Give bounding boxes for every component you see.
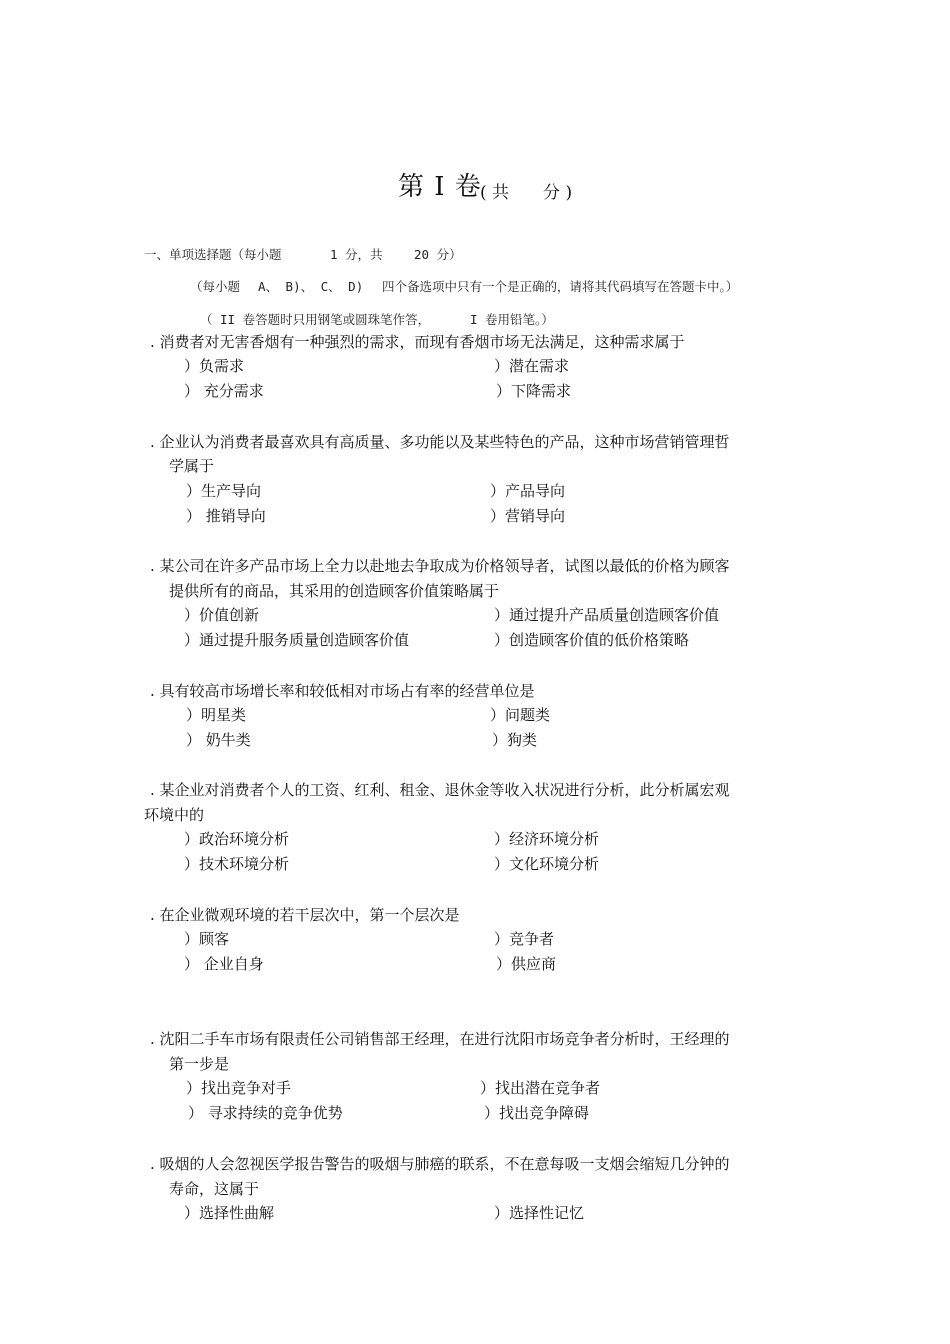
option-b: ）产品导向 xyxy=(490,482,566,500)
instruction-line1-part3: 20 分） xyxy=(414,247,462,262)
option-b: ）问题类 xyxy=(490,706,551,724)
option-b: ）找出潜在竞争者 xyxy=(480,1079,601,1097)
page-subtitle: ( 共 分 ) xyxy=(480,183,573,203)
option-a: ）选择性曲解 xyxy=(184,1204,275,1222)
option-c: ）通过提升服务质量创造顾客价值 xyxy=(184,631,410,649)
option-b: ）选择性记忆 xyxy=(494,1204,585,1222)
option-d: ）文化环境分析 xyxy=(494,855,600,873)
option-d: ）供应商 xyxy=(496,955,557,973)
instruction-line3-part2: I 卷用铅笔。） xyxy=(470,312,554,327)
question-stem: . 企业认为消费者最喜欢具有高质量、多功能以及某些特色的产品，这种市场营销管理哲 xyxy=(150,433,730,451)
question-stem-continued: 提供所有的商品，其采用的创造顾客价值策略属于 xyxy=(169,582,500,600)
option-d: ）狗类 xyxy=(492,731,538,749)
option-a: ）找出竞争对手 xyxy=(186,1079,292,1097)
instruction-line1-part1: 一、单项选择题（每小题 xyxy=(144,247,282,262)
option-a: ）负需求 xyxy=(184,357,245,375)
question-stem: . 吸烟的人会忽视医学报告警告的吸烟与肺癌的联系，不在意每吸一支烟会缩短几分钟的 xyxy=(150,1155,730,1173)
option-b: ）经济环境分析 xyxy=(494,830,600,848)
instruction-line3-part1: （ II 卷答题时只用钢笔或圆珠笔作答， xyxy=(200,312,431,327)
option-c: ）技术环境分析 xyxy=(184,855,290,873)
page-title: 第 I 卷 xyxy=(398,172,482,202)
option-c: ） 奶牛类 xyxy=(186,731,251,749)
option-d: ）创造顾客价值的低价格策略 xyxy=(494,631,690,649)
option-a: ）政治环境分析 xyxy=(184,830,290,848)
option-d: ）营销导向 xyxy=(490,507,566,525)
instruction-line2-part1: （每小题 xyxy=(190,279,241,294)
option-d: ）下降需求 xyxy=(496,382,572,400)
question-stem: . 具有较高市场增长率和较低相对市场占有率的经营单位是 xyxy=(150,682,535,700)
instruction-line2-part2: A、 B)、 C、 D) xyxy=(258,279,364,294)
option-d: ）找出竞争障碍 xyxy=(484,1104,590,1122)
option-a: ）顾客 xyxy=(184,930,230,948)
question-stem: . 某公司在许多产品市场上全力以赴地去争取成为价格领导者，试图以最低的价格为顾客 xyxy=(150,557,730,575)
question-stem: . 沈阳二手车市场有限责任公司销售部王经理，在进行沈阳市场竞争者分析时，王经理的 xyxy=(150,1030,730,1048)
question-stem-continued: 学属于 xyxy=(169,457,215,475)
question-stem-continued: 寿命，这属于 xyxy=(169,1180,260,1198)
question-stem: . 消费者对无害香烟有一种强烈的需求，而现有香烟市场无法满足，这种需求属于 xyxy=(150,333,685,351)
question-stem-continued: 环境中的 xyxy=(144,806,205,824)
option-a: ）明星类 xyxy=(186,706,247,724)
instruction-line1-part2: 1 分，共 xyxy=(330,247,383,262)
question-stem-continued: 第一步是 xyxy=(169,1055,230,1073)
option-c: ） 企业自身 xyxy=(184,955,264,973)
option-a: ）价值创新 xyxy=(184,606,260,624)
instruction-line2-part3: 四个备选项中只有一个是正确的，请将其代码填写在答题卡中。） xyxy=(382,279,739,294)
option-a: ）生产导向 xyxy=(186,482,262,500)
question-stem: . 某企业对消费者个人的工资、红利、租金、退休金等收入状况进行分析，此分析属宏观 xyxy=(150,781,730,799)
option-c: ） 推销导向 xyxy=(186,507,266,525)
option-b: ）通过提升产品质量创造顾客价值 xyxy=(494,606,720,624)
question-stem: . 在企业微观环境的若干层次中，第一个层次是 xyxy=(150,906,460,924)
option-b: ）竞争者 xyxy=(494,930,555,948)
option-b: ）潜在需求 xyxy=(494,357,570,375)
option-c: ） 寻求持续的竞争优势 xyxy=(188,1104,343,1122)
option-c: ） 充分需求 xyxy=(184,382,264,400)
